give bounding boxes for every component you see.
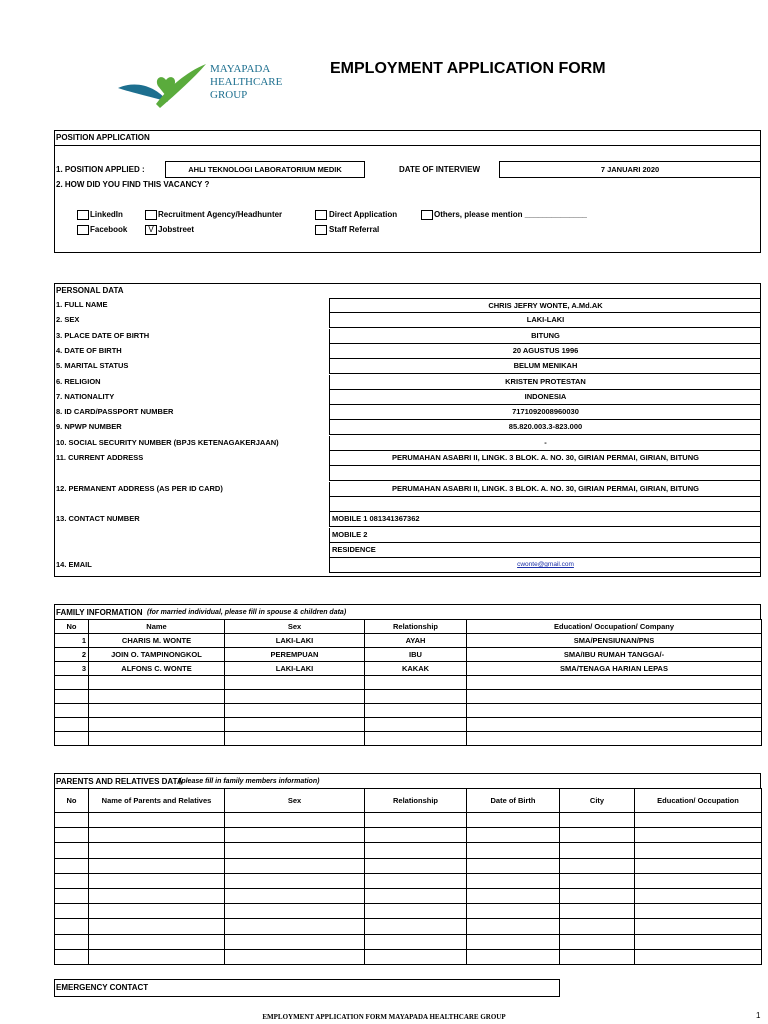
parents-cell[interactable] <box>225 949 365 964</box>
position-heading: POSITION APPLICATION <box>56 133 150 142</box>
parents-row <box>55 813 762 828</box>
parents-cell[interactable] <box>89 919 225 934</box>
family-column-header: No <box>55 620 89 634</box>
family-cell[interactable] <box>365 718 467 732</box>
parents-cell[interactable] <box>560 873 635 888</box>
parents-cell[interactable] <box>365 949 467 964</box>
parents-note: (please fill in family members information) <box>179 778 320 785</box>
parents-cell[interactable] <box>560 904 635 919</box>
family-cell[interactable] <box>55 732 89 746</box>
logo-line3: GROUP <box>210 89 248 101</box>
family-cell[interactable]: 2 <box>55 648 89 662</box>
staff-label: Staff Referral <box>329 225 380 234</box>
parents-cell[interactable] <box>365 843 467 858</box>
personal-row <box>54 313 761 328</box>
parents-cell[interactable] <box>365 873 467 888</box>
parents-cell[interactable] <box>467 949 560 964</box>
family-cell[interactable]: IBU <box>365 648 467 662</box>
family-column-header: Sex <box>225 620 365 634</box>
heart-swoosh-icon <box>116 58 208 112</box>
personal-row <box>54 543 761 558</box>
parents-cell[interactable] <box>89 934 225 949</box>
parents-cell[interactable] <box>225 873 365 888</box>
family-row <box>55 704 762 718</box>
vacancy-question: 2. HOW DID YOU FIND THIS VACANCY ? <box>56 180 210 189</box>
parents-cell[interactable] <box>89 813 225 828</box>
parents-cell[interactable] <box>635 828 762 843</box>
parents-cell[interactable] <box>560 843 635 858</box>
parents-column-header: Education/ Occupation <box>635 789 762 813</box>
parents-cell[interactable] <box>55 888 89 903</box>
family-cell[interactable] <box>365 732 467 746</box>
family-cell[interactable] <box>365 676 467 690</box>
jobstreet-checkbox[interactable]: V <box>145 225 157 235</box>
personal-heading: PERSONAL DATA <box>56 286 124 295</box>
parents-cell[interactable] <box>635 858 762 873</box>
family-row <box>55 718 762 732</box>
parents-row <box>55 828 762 843</box>
personal-row-value[interactable]: BELUM MENIKAH <box>329 359 761 374</box>
parents-cell[interactable] <box>55 934 89 949</box>
position-applied-field[interactable]: AHLI TEKNOLOGI LABORATORIUM MEDIK <box>165 161 365 178</box>
parents-cell[interactable] <box>635 919 762 934</box>
family-cell[interactable]: CHARIS M. WONTE <box>89 634 225 648</box>
personal-row <box>54 482 761 497</box>
parents-cell[interactable] <box>55 828 89 843</box>
personal-row <box>54 466 761 481</box>
family-column-header: Name <box>89 620 225 634</box>
family-row <box>55 662 762 676</box>
family-row <box>55 676 762 690</box>
family-heading: FAMILY INFORMATION <box>56 608 143 617</box>
parents-cell[interactable] <box>635 813 762 828</box>
parents-cell[interactable] <box>560 919 635 934</box>
personal-row-label: 14. EMAIL <box>56 560 92 570</box>
parents-table <box>54 788 762 965</box>
position-section <box>54 130 761 253</box>
family-cell[interactable]: 1 <box>55 634 89 648</box>
family-cell[interactable]: ALFONS C. WONTE <box>89 662 225 676</box>
personal-row-label: 12. PERMANENT ADDRESS (AS PER ID CARD) <box>56 483 223 493</box>
family-cell[interactable] <box>89 718 225 732</box>
family-cell[interactable] <box>89 676 225 690</box>
personal-row-label: 4. DATE OF BIRTH <box>56 345 122 355</box>
parents-cell[interactable] <box>560 858 635 873</box>
family-cell[interactable] <box>225 732 365 746</box>
parents-cell[interactable] <box>365 919 467 934</box>
family-column-header: Education/ Occupation/ Company <box>467 620 762 634</box>
personal-row <box>54 375 761 390</box>
family-cell[interactable] <box>225 676 365 690</box>
personal-row <box>54 436 761 451</box>
parents-cell[interactable] <box>55 813 89 828</box>
parents-cell[interactable] <box>560 813 635 828</box>
parents-cell[interactable] <box>225 858 365 873</box>
parents-cell[interactable] <box>55 949 89 964</box>
form-title: EMPLOYMENT APPLICATION FORM <box>330 60 606 77</box>
direct-checkbox[interactable] <box>315 210 327 220</box>
family-cell[interactable] <box>55 676 89 690</box>
emergency-heading: EMERGENCY CONTACT <box>56 983 149 992</box>
others-label: Others, please mention ______________ <box>434 210 587 219</box>
family-note: (for married individual, please fill in spouse & children data) <box>147 609 347 616</box>
personal-row-value[interactable]: CHRIS JEFRY WONTE, A.Md.AK <box>329 298 761 313</box>
parents-cell[interactable] <box>365 828 467 843</box>
footer-text: EMPLOYMENT APPLICATION FORM MAYAPADA HEALTHCARE GROUP <box>262 1013 506 1021</box>
family-row <box>55 648 762 662</box>
parents-row <box>55 934 762 949</box>
family-section-header <box>54 604 761 620</box>
company-logo <box>116 58 296 112</box>
parents-cell[interactable] <box>89 843 225 858</box>
jobstreet-label: Jobstreet <box>158 225 195 234</box>
parents-cell[interactable] <box>467 919 560 934</box>
parents-cell[interactable] <box>635 949 762 964</box>
personal-row-label: 11. CURRENT ADDRESS <box>56 453 144 462</box>
family-cell[interactable] <box>365 704 467 718</box>
parents-cell[interactable] <box>467 873 560 888</box>
staff-checkbox[interactable] <box>315 225 327 235</box>
family-cell[interactable]: SMA/IBU RUMAH TANGGA/- <box>467 648 762 662</box>
family-cell[interactable] <box>467 704 762 718</box>
family-cell[interactable]: AYAH <box>365 634 467 648</box>
family-row <box>55 634 762 648</box>
family-column-header: Relationship <box>365 620 467 634</box>
family-cell[interactable] <box>89 690 225 704</box>
personal-row-label: 3. PLACE DATE OF BIRTH <box>56 330 150 340</box>
family-cell[interactable]: PEREMPUAN <box>225 648 365 662</box>
family-cell[interactable] <box>55 718 89 732</box>
family-row <box>55 690 762 704</box>
parents-cell[interactable] <box>225 919 365 934</box>
direct-label: Direct Application <box>329 210 398 219</box>
facebook-label: Facebook <box>90 225 128 234</box>
personal-row-value[interactable]: INDONESIA <box>329 390 761 405</box>
personal-row <box>54 420 761 435</box>
page-number: 1 <box>756 1011 761 1020</box>
parents-cell[interactable] <box>225 828 365 843</box>
personal-row <box>54 528 761 543</box>
family-cell[interactable] <box>467 732 762 746</box>
personal-row <box>54 298 761 313</box>
parents-cell[interactable] <box>365 934 467 949</box>
parents-cell[interactable] <box>365 904 467 919</box>
personal-row-label: 1. FULL NAME <box>56 300 108 309</box>
personal-row-value[interactable]: cwonte@gmail.com <box>329 558 761 573</box>
parents-cell[interactable] <box>467 843 560 858</box>
personal-row-value[interactable]: PERUMAHAN ASABRI II, LINGK. 3 BLOK. A. NO. 30, GIRIAN PERMAI, GIRIAN, BITUNG <box>329 451 761 466</box>
parents-cell[interactable] <box>89 888 225 903</box>
personal-row-label: 7. NATIONALITY <box>56 391 115 401</box>
parents-row <box>55 904 762 919</box>
personal-row <box>54 405 761 420</box>
parents-section-header <box>54 773 761 789</box>
position-applied-label: 1. POSITION APPLIED : <box>56 165 145 174</box>
logo-line1: MAYAPADA <box>210 63 271 75</box>
parents-cell[interactable] <box>55 843 89 858</box>
parents-row <box>55 843 762 858</box>
parents-cell[interactable] <box>55 873 89 888</box>
personal-row-value[interactable]: PERUMAHAN ASABRI II, LINGK. 3 BLOK. A. NO. 30, GIRIAN PERMAI, GIRIAN, BITUNG <box>329 482 761 497</box>
personal-row <box>54 558 761 573</box>
family-cell[interactable]: LAKI-LAKI <box>225 634 365 648</box>
emergency-section <box>54 979 560 997</box>
family-cell[interactable] <box>89 704 225 718</box>
parents-cell[interactable] <box>635 843 762 858</box>
logo-line2: HEALTHCARE <box>210 76 283 88</box>
family-cell[interactable] <box>225 690 365 704</box>
parents-column-header: Sex <box>225 789 365 813</box>
parents-cell[interactable] <box>560 949 635 964</box>
recruitment-checkbox[interactable] <box>145 210 157 220</box>
family-row <box>55 732 762 746</box>
family-table <box>54 619 762 746</box>
parents-cell[interactable] <box>225 934 365 949</box>
parents-row <box>55 858 762 873</box>
parents-cell[interactable] <box>89 904 225 919</box>
parents-cell[interactable] <box>467 813 560 828</box>
personal-row-label: 8. ID CARD/PASSPORT NUMBER <box>56 407 174 417</box>
family-cell[interactable] <box>225 718 365 732</box>
parents-column-header: No <box>55 789 89 813</box>
personal-row-label: 2. SEX <box>56 315 80 325</box>
parents-cell[interactable] <box>635 904 762 919</box>
personal-row-value[interactable]: - <box>329 436 761 451</box>
parents-cell[interactable] <box>560 934 635 949</box>
personal-row-value[interactable]: MOBILE 1 081341367362 <box>329 512 761 527</box>
linkedin-label: LinkedIn <box>90 210 123 219</box>
parents-cell[interactable] <box>89 949 225 964</box>
interview-date-label: DATE OF INTERVIEW <box>399 165 481 174</box>
personal-row-value[interactable] <box>329 466 761 481</box>
personal-row-label: 10. SOCIAL SECURITY NUMBER (BPJS KETENAGAKERJAAN) <box>56 437 279 447</box>
parents-row <box>55 919 762 934</box>
family-cell[interactable]: 3 <box>55 662 89 676</box>
personal-row-value[interactable]: 7171092008960030 <box>329 405 761 420</box>
parents-cell[interactable] <box>560 828 635 843</box>
parents-cell[interactable] <box>635 873 762 888</box>
parents-cell[interactable] <box>225 888 365 903</box>
family-cell[interactable] <box>225 704 365 718</box>
parents-cell[interactable] <box>55 919 89 934</box>
family-cell[interactable] <box>55 704 89 718</box>
parents-cell[interactable] <box>225 843 365 858</box>
interview-date-field[interactable]: 7 JANUARI 2020 <box>499 161 761 178</box>
personal-row <box>54 497 761 512</box>
personal-row-value[interactable] <box>329 497 761 512</box>
parents-cell[interactable] <box>467 888 560 903</box>
personal-row <box>54 390 761 405</box>
personal-row-value[interactable]: KRISTEN PROTESTAN <box>329 375 761 390</box>
family-cell[interactable] <box>467 690 762 704</box>
parents-cell[interactable] <box>89 828 225 843</box>
family-cell[interactable] <box>365 690 467 704</box>
personal-row <box>54 344 761 359</box>
parents-column-header: City <box>560 789 635 813</box>
parents-cell[interactable] <box>365 858 467 873</box>
parents-cell[interactable] <box>635 888 762 903</box>
parents-cell[interactable] <box>635 934 762 949</box>
parents-cell[interactable] <box>55 858 89 873</box>
personal-row-label: 5. MARITAL STATUS <box>56 361 129 371</box>
parents-column-header: Name of Parents and Relatives <box>89 789 225 813</box>
family-cell[interactable]: SMA/PENSIUNAN/PNS <box>467 634 762 648</box>
personal-row-value[interactable]: LAKI-LAKI <box>329 313 761 328</box>
family-cell[interactable]: LAKI-LAKI <box>225 662 365 676</box>
personal-row-value[interactable]: 85.820.003.3-823.000 <box>329 420 761 435</box>
personal-row-value[interactable]: 20 AGUSTUS 1996 <box>329 344 761 359</box>
personal-row-label: 6. RELIGION <box>56 376 101 386</box>
parents-column-header: Date of Birth <box>467 789 560 813</box>
parents-row <box>55 949 762 964</box>
family-cell[interactable] <box>467 676 762 690</box>
parents-cell[interactable] <box>467 934 560 949</box>
parents-cell[interactable] <box>467 828 560 843</box>
personal-row <box>54 329 761 344</box>
family-cell[interactable] <box>89 732 225 746</box>
parents-cell[interactable] <box>560 888 635 903</box>
personal-row-value[interactable]: BITUNG <box>329 329 761 344</box>
others-checkbox[interactable] <box>421 210 433 220</box>
family-cell[interactable] <box>55 690 89 704</box>
personal-row-value[interactable]: MOBILE 2 <box>329 528 761 543</box>
parents-cell[interactable] <box>365 813 467 828</box>
parents-cell[interactable] <box>89 858 225 873</box>
personal-row <box>54 359 761 374</box>
parents-cell[interactable] <box>225 813 365 828</box>
parents-heading: PARENTS AND RELATIVES DATA <box>56 777 183 786</box>
facebook-checkbox[interactable] <box>77 225 89 235</box>
parents-cell[interactable] <box>467 904 560 919</box>
parents-row <box>55 873 762 888</box>
family-cell[interactable] <box>467 718 762 732</box>
family-cell[interactable]: JOIN O. TAMPINONGKOL <box>89 648 225 662</box>
parents-cell[interactable] <box>365 888 467 903</box>
parents-row <box>55 888 762 903</box>
parents-column-header: Relationship <box>365 789 467 813</box>
family-cell[interactable]: KAKAK <box>365 662 467 676</box>
personal-row-label: 9. NPWP NUMBER <box>56 422 122 432</box>
recruitment-label: Recruitment Agency/Headhunter <box>158 210 283 219</box>
parents-cell[interactable] <box>225 904 365 919</box>
parents-cell[interactable] <box>89 873 225 888</box>
personal-row-value[interactable]: RESIDENCE <box>329 543 761 558</box>
family-cell[interactable]: SMA/TENAGA HARIAN LEPAS <box>467 662 762 676</box>
linkedin-checkbox[interactable] <box>77 210 89 220</box>
personal-row-label: 13. CONTACT NUMBER <box>56 514 140 524</box>
parents-cell[interactable] <box>467 858 560 873</box>
parents-cell[interactable] <box>55 904 89 919</box>
personal-row <box>54 512 761 527</box>
personal-row <box>54 451 761 466</box>
